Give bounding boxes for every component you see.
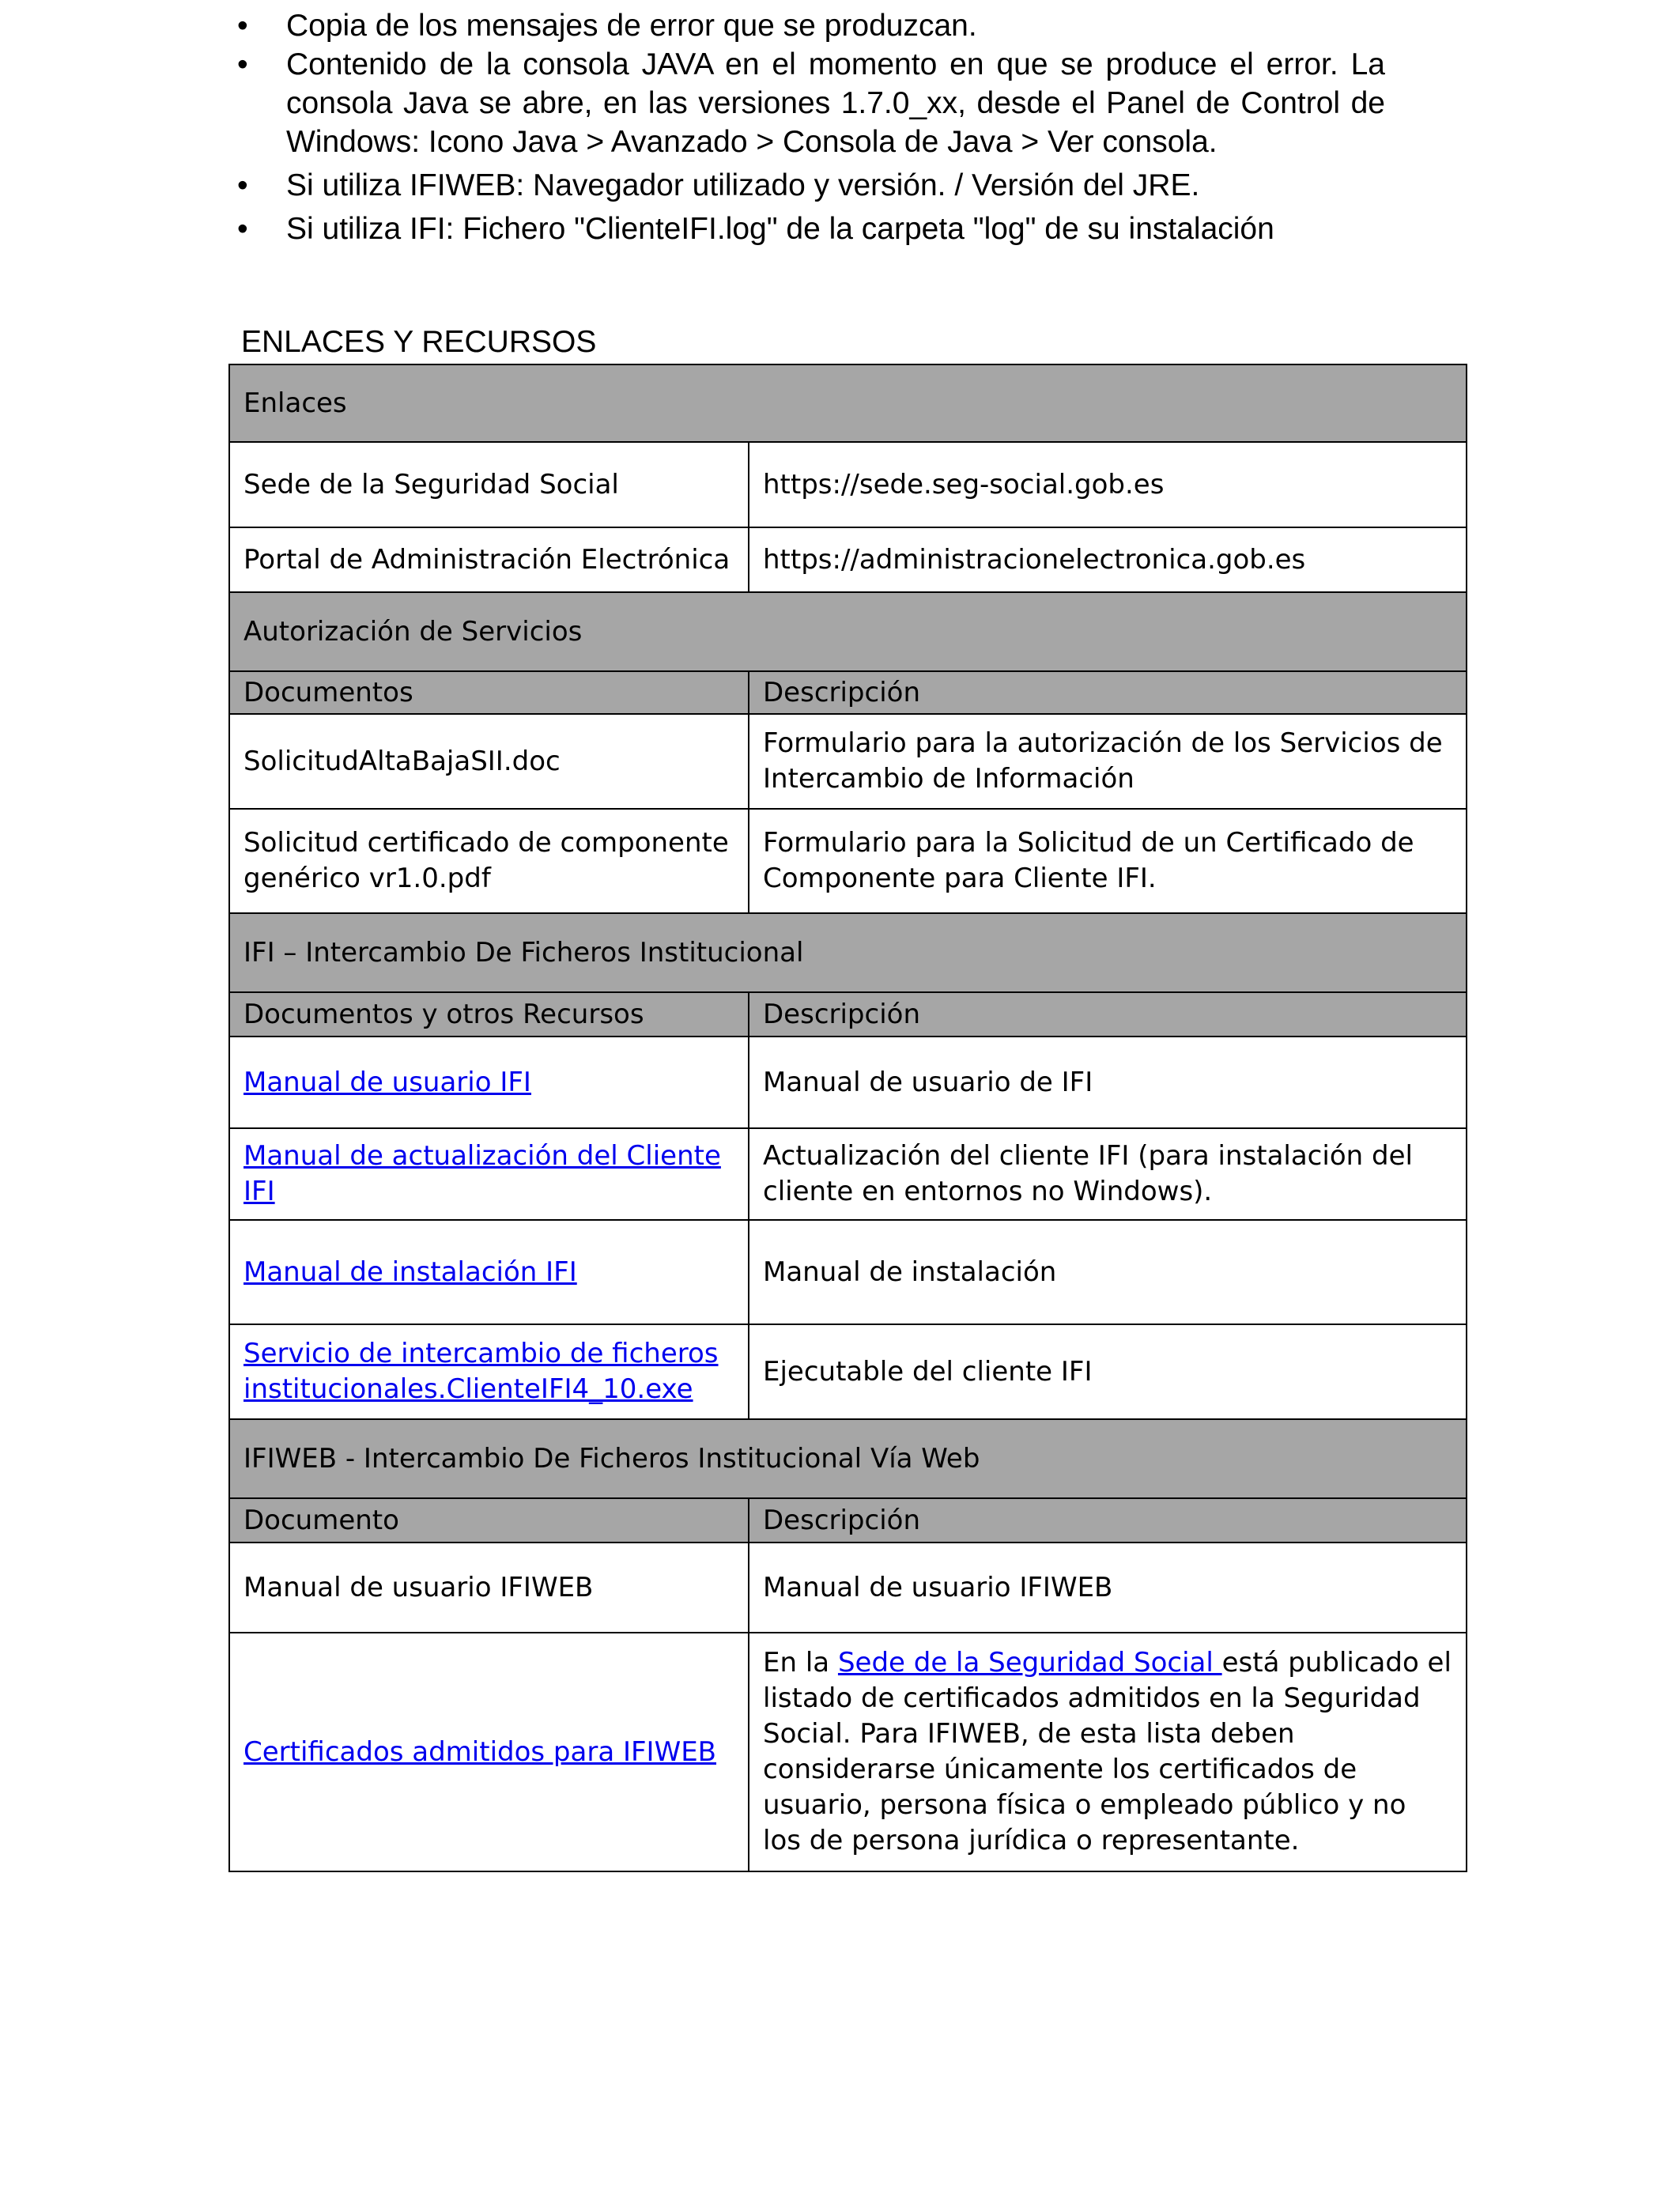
column-header-row <box>229 992 1467 1037</box>
table-row <box>229 1128 1467 1220</box>
document-description: Formulario para la autorización de los Servicios de Intercambio de Información <box>749 714 1467 809</box>
section-title-ifi: IFI – Intercambio De Ficheros Institucional <box>229 913 1467 992</box>
column-header-descripcion: Descripción <box>749 992 1467 1037</box>
document-cell <box>229 1220 749 1324</box>
section-title-autorizacion: Autorización de Servicios <box>229 592 1467 671</box>
column-header-row <box>229 671 1467 714</box>
description-text: está publicado el listado de certificados admitidos en la Seguridad Social. Para IFIWEB, de esta lista deben considerarse únicamente los certificados de usuario, persona física o empleado público y no los de persona jurídica o representante. <box>763 1647 1452 1856</box>
section-header-autorizacion <box>229 592 1467 671</box>
manual-usuario-ifi-link[interactable]: Manual de usuario IFI <box>244 1066 531 1098</box>
table-row <box>229 527 1467 592</box>
list-item: • Contenido de la consola JAVA en el momento en que se produce el error. La consola Java se abre, en las versiones 1.7.0_xx, desde el Panel de Control de Windows: Icono Java > Avanzado > Consola de Java > Ver consola. <box>286 45 1385 161</box>
list-item: • Si utiliza IFI: Fichero "ClienteIFI.log" de la carpeta "log" de su instalación <box>286 210 1385 248</box>
table-row <box>229 442 1467 527</box>
manual-actualizacion-link[interactable]: Manual de actualización del Cliente IFI <box>244 1140 721 1207</box>
link-url: https://sede.seg-social.gob.es <box>749 442 1467 527</box>
document-cell <box>229 1324 749 1419</box>
table-row <box>229 714 1467 809</box>
document-name: Solicitud certificado de componente genérico vr1.0.pdf <box>229 809 749 913</box>
description-text: En la <box>763 1647 838 1679</box>
document-description: Manual de usuario IFIWEB <box>749 1543 1467 1633</box>
document-description: Manual de usuario de IFI <box>749 1037 1467 1128</box>
link-name: Sede de la Seguridad Social <box>229 442 749 527</box>
list-item: • Copia de los mensajes de error que se produzcan. <box>286 6 1385 45</box>
table-row <box>229 1220 1467 1324</box>
list-item: • Si utiliza IFIWEB: Navegador utilizado y versión. / Versión del JRE. <box>286 166 1385 205</box>
section-header-enlaces <box>229 364 1467 442</box>
section-title: ENLACES Y RECURSOS <box>241 325 597 359</box>
document-description: Ejecutable del cliente IFI <box>749 1324 1467 1419</box>
document-cell <box>229 1633 749 1871</box>
document-name: SolicitudAltaBajaSII.doc <box>229 714 749 809</box>
manual-instalacion-link[interactable]: Manual de instalación IFI <box>244 1256 577 1288</box>
resources-table <box>228 364 1467 1872</box>
document-cell <box>229 1037 749 1128</box>
document-description: Manual de instalación <box>749 1220 1467 1324</box>
cliente-ifi-download-link[interactable]: Servicio de intercambio de ficheros institucionales.ClienteIFI4_10.exe <box>244 1338 719 1405</box>
section-header-ifi <box>229 913 1467 992</box>
column-header-descripcion: Descripción <box>749 671 1467 714</box>
section-title-enlaces: Enlaces <box>229 364 1467 442</box>
table-row <box>229 1037 1467 1128</box>
column-header-row <box>229 1498 1467 1543</box>
document-description: Actualización del cliente IFI (para instalación del cliente en entornos no Windows). <box>749 1128 1467 1220</box>
table-row <box>229 1324 1467 1419</box>
table-row <box>229 1543 1467 1633</box>
document-name: Manual de usuario IFIWEB <box>229 1543 749 1633</box>
document-description: Formulario para la Solicitud de un Certificado de Componente para Cliente IFI. <box>749 809 1467 913</box>
link-name: Portal de Administración Electrónica <box>229 527 749 592</box>
column-header-documentos: Documentos y otros Recursos <box>229 992 749 1037</box>
column-header-documento: Documento <box>229 1498 749 1543</box>
document-cell <box>229 1128 749 1220</box>
document-description <box>749 1633 1467 1871</box>
requirements-list <box>286 6 1385 248</box>
certificados-admitidos-link[interactable]: Certificados admitidos para IFIWEB <box>244 1735 717 1768</box>
column-header-documentos: Documentos <box>229 671 749 714</box>
link-url: https://administracionelectronica.gob.es <box>749 527 1467 592</box>
section-header-ifiweb <box>229 1419 1467 1498</box>
sede-seguridad-social-link[interactable]: Sede de la Seguridad Social <box>837 1647 1222 1679</box>
column-header-descripcion: Descripción <box>749 1498 1467 1543</box>
section-title-ifiweb: IFIWEB - Intercambio De Ficheros Institucional Vía Web <box>229 1419 1467 1498</box>
table-row <box>229 809 1467 913</box>
table-row <box>229 1633 1467 1871</box>
